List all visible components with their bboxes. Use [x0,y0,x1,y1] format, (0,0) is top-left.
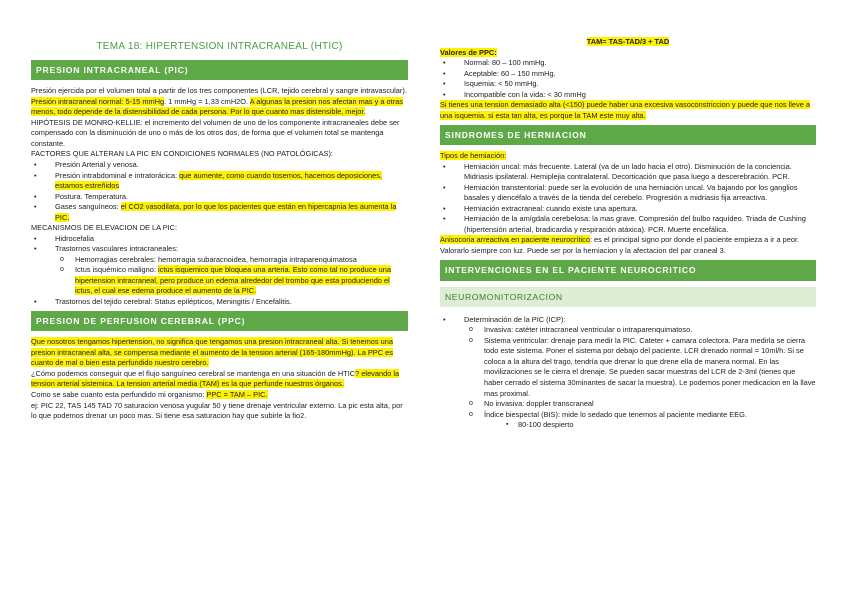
list-item: • Normal: 80 – 100 mmHg. [440,58,816,69]
list-item: ▪ 80-100 despierto [440,420,816,431]
section-header-herniacion: SINDROMES DE HERNIACION [440,125,816,145]
list-item: • Presión Arterial y venosa. [31,160,408,171]
pic-intro: Presión ejercida por el volumen total a partir de los tres componentes (LCR, tejido cerebral y sangre intravascular). Presión intracraneal normal: 5-15 mmHg. 1 mmHg = 1,33 cmH2O. A algunas la presion nos afectan mas y a otras menos, todo depende de la distensibilidad de cada persona. Por lo que cuanto mas distensible, mejor. [31,86,407,117]
mecanismos-list [31,234,408,308]
factores-list [31,160,408,223]
section-header-ppc: PRESION DE PERFUSION CEREBRAL (PPC) [31,311,408,331]
subsection-header-neuromonitorizacion: NEUROMONITORIZACION [440,287,816,307]
section-header-intervenciones: INTERVENCIONES EN EL PACIENTE NEUROCRITICO [440,260,816,280]
ppc-paragraph-1: Que nosotros tengamos hipertension, no significa que tengamos una presion intracraneal alta. Si tenemos una presion intracraneal alta, se compensa mediante el aumento de la tension arterial (165-180mmHg). La PPC es cuanto de mal o bien esta perfundido nuestro cerebro. [31,337,393,368]
list-item: • Isquemia: < 50 mmHg. [440,79,816,90]
list-item: • Determinación de la PIC (ICP): [440,315,816,326]
list-item: • Postura. Temperatura. [31,192,408,203]
list-item: • Herniación de la amígdala cerebelosa: la mas grave. Compresión del bulbo raquídeo. Triada de Cushing (hipertensión arterial, bradicardia y respiración atáxica). PCR. Muerte encefálica. [440,214,816,235]
ppc-formula-line: Como se sabe cuanto esta perfundido mi organismo: PPC = TAM – PIC. [31,390,268,399]
ppc-paragraph-2: ¿Cómo podemos conseguir que el flujo sanguíneo cerebral se mantenga en una situación de HTIC? elevando la tension arterial sistemica. La tension arterial media (TAM) es la que perfunde nuestros órganos. [31,368,400,389]
tam-formula: TAM= TAS-TAD/3 + TAD [586,37,670,46]
herniacion-list [440,162,816,236]
ppc-example: ej: PIC 22, TAS 145 TAD 70 saturacion venosa yugular 50 y tiene drenaje ventricular externo. La pic esta alta, por lo que podemos drenar un poco mas. Si tiene esa saturacion hay que subirle la fio2. [31,400,403,421]
factores-title: FACTORES QUE ALTERAN LA PIC EN CONDICIONES NORMALES (NO PATOLÓGICAS): [31,149,333,159]
list-item: • Incompatible con la vida: < 30 mmHg [440,90,816,101]
section-header-pic: PRESION INTRACRANEAL (PIC) [31,60,408,80]
list-item: o Invasiva: catéter intracraneal ventricular o intraparenquimatoso. [440,325,816,336]
list-item: o Índice biespectal (BIS): mide lo sedado que tenemos al paciente mediante EEG. [440,410,816,421]
list-item: • Trastornos vasculares intracraneales: [31,244,408,255]
list-item: o Hemorragias cerebrales: hemorragia subaracnoidea, hemorragia intraparenquimatosa [31,255,408,266]
list-item: • Herniación extracraneal: cuando existe una apertura. [440,204,816,215]
tipos-title: Tipos de herniación: [440,151,507,161]
right-column [440,37,816,431]
list-item: o Ictus isquémico maligno: ictus isquemico que bloquea una arteria. Esto como tal no produce una hipertension intracraneal, pero produce un edema alrededor del trombo que esta produciendo el ictus, el cual ese edema produce el aumento de la PIC. [31,265,408,297]
list-item: • Aceptable: 60 – 150 mmHg. [440,69,816,80]
list-item: o No invasiva: doppler transcraneal [440,399,816,410]
left-column [31,0,408,422]
list-item: • Hidrocefalia [31,234,408,245]
list-item: • Herniación uncal: más frecuente. Lateral (va de un lado hacia el otro). Disminución de la conciencia. Midriasis ipsilateral. Hemiplejia contralateral. Decorticación que pasa luego a descerebración. PCR. [440,162,816,183]
valores-list [440,58,816,100]
tam-note: Si tienes una tension demasiado alta (<150) puede haber una excesiva vasoconstriccion y puede que nos lleve a una isquemia. si esta tan alta, es porque la TAM este muy alta. [440,100,810,120]
valores-title: Valores de PPC: [440,47,497,57]
mecanismos-title: MECANISMOS DE ELEVACION DE LA PIC: [31,223,178,233]
list-item: o Sistema ventricular: drenaje para medir la PIC. Cateter + camara colectora. Para medirla se cierra todo este sistema. Poner el sistema por debajo del paciente. LCR drenado normal = 10ml/h. Si se coloca a la altura del trago, tendría que drenar lo que drene ella de manera normal. En las movilizaciones se le cierra el drenaje. Se pueden sacar muestras del LCR de 2-3ml (tienes que haber cerrado el sistema 30minantes de sacar la muestra). Le podemos poner medicacion en la llave mas proximal. [440,336,816,399]
list-item: • Presión intrabdominal e intratorácica: que aumente, como cuando tosemos, hacemos deposiciones, estamos estreñidos [31,171,408,192]
document-title: TEMA 18: HIPERTENSION INTRACRANEAL (HTIC) [96,41,343,52]
list-item: • Trastornos del tejido cerebral: Status epilépticos, Meningitis / Encefalitis. [31,297,408,308]
list-item: • Herniación transtentorial: puede ser la evolución de una herniación uncal. Va bajando por los ganglios basales y diencéfalo a través de la tienda del cerebelo. Progresión a midriasis fija arreactiva. [440,183,816,204]
monro-kellie-text: HIPÓTESIS DE MONRO-KELLIE: el incremento del volumen de uno de los componente intracraneales debe ser compensado con la disminución de uno o más de los otros dos, de forma que el volumen total se mantenga constante. [31,117,400,148]
list-item: • Gases sanguíneos: el CO2 vasodilata, por lo que los pacientes que están en hipercapnia les aumenta la PIC. [31,202,408,223]
neuromonitorizacion-list [440,315,816,431]
anisocoria-text: Anisocoria arreactiva en paciente neurocrítico: es el principal signo por donde el paciente empieza a ir a peor. Valorarlo siempre con luz. Puede ser por la herniacion y la afectacion del par craneal 3. [440,235,800,255]
